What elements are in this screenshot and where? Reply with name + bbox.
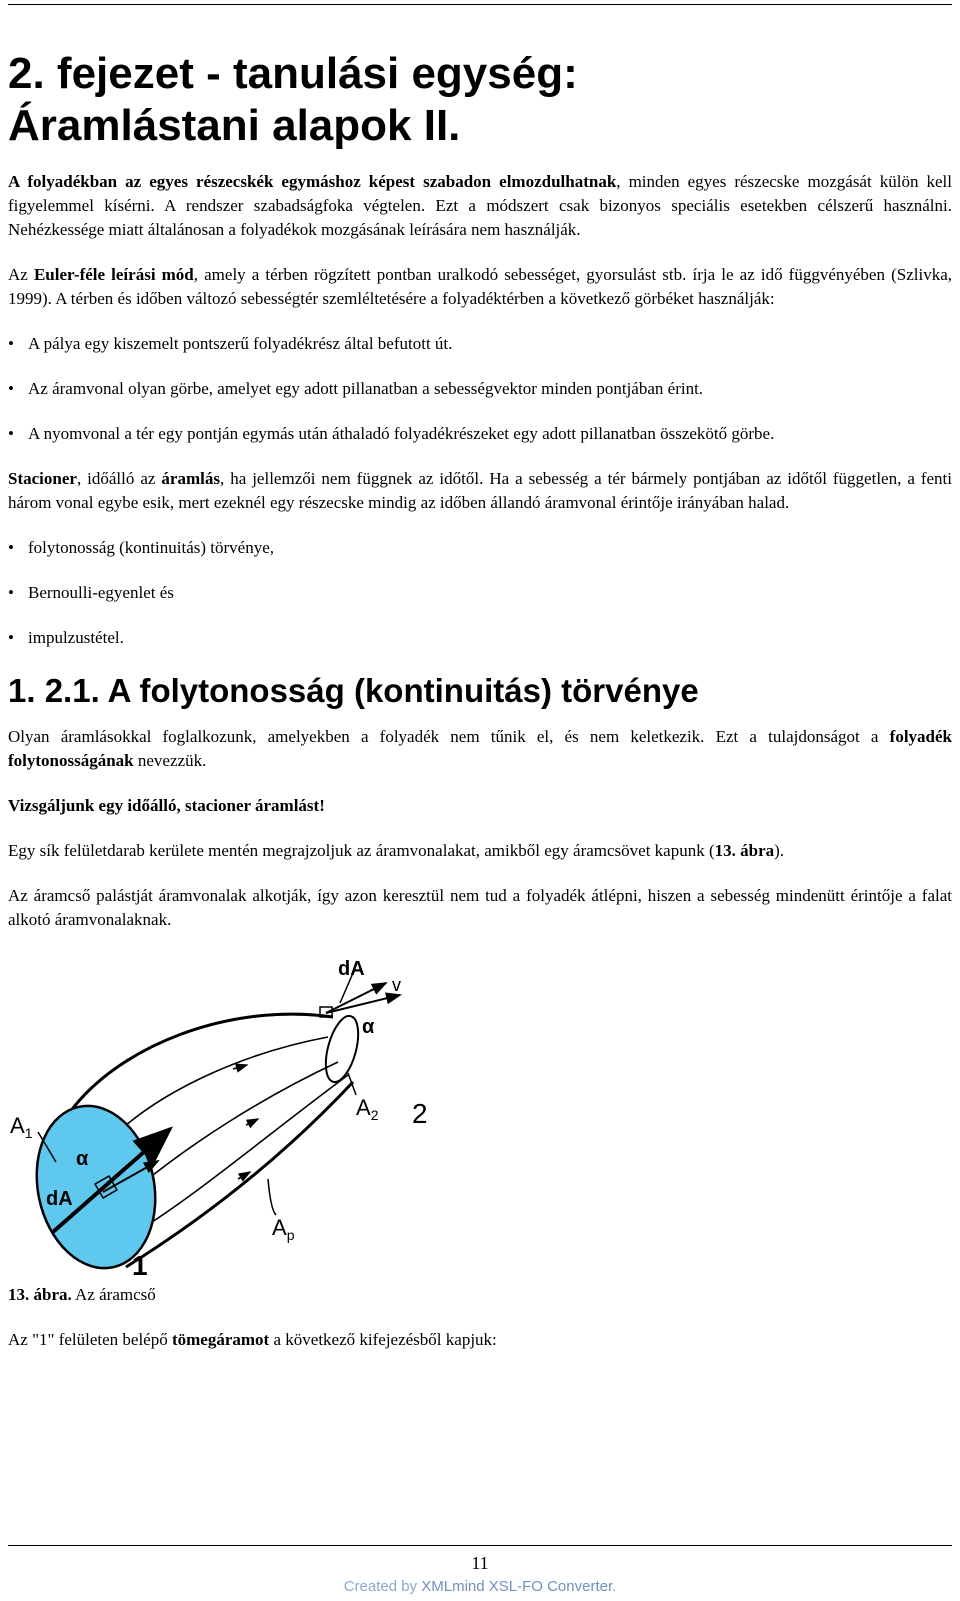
- continuity-pre: Olyan áramlásokkal foglalkozunk, amelyekben a folyadék nem tűnik el, és nem keletkezik. Ezt a tulajdonságot a: [8, 727, 890, 746]
- list-item-text: A pálya egy kiszemelt pontszerű folyadékrész által befutott út.: [28, 334, 453, 353]
- paragraph-euler: [8, 263, 952, 311]
- list-item: [8, 377, 952, 401]
- euler-bold: Euler-féle leírási mód: [33, 265, 194, 284]
- bullet: •: [8, 583, 14, 602]
- list-item: [8, 536, 952, 560]
- streamtube-post: ).: [774, 841, 785, 860]
- streamtube-figure: [8, 947, 468, 1277]
- outlet-surface: [320, 1013, 365, 1086]
- bullet: •: [8, 424, 14, 443]
- list-item-text: Az áramvonal olyan görbe, amelyet egy adott pillanatban a sebességvektor minden pontjában érint.: [28, 379, 704, 398]
- label-dA-left: dA: [46, 1188, 73, 1210]
- paragraph-continuity: [8, 725, 952, 773]
- paragraph-massflow: [8, 1328, 952, 1352]
- label-alpha-left: α: [76, 1148, 89, 1170]
- streamline-arrow: [246, 1119, 258, 1125]
- massflow-pre: Az "1" felületen belépő: [8, 1330, 172, 1349]
- stacioner-bold: Stacioner: [8, 469, 77, 488]
- list-item-text: Bernoulli-egyenlet és: [28, 583, 174, 602]
- section-title: 1. 2.1. A folytonosság (kontinuitás) törvénye: [8, 672, 699, 709]
- footer-rule: [8, 1545, 952, 1546]
- intro-bold: A folyadékban az egyes részecskék egymáshoz képest szabadon elmozdulhatnak: [8, 172, 617, 191]
- paragraph-intro: [8, 170, 952, 242]
- label-v-left: v: [150, 1131, 159, 1151]
- label-dA-top: dA: [338, 958, 365, 980]
- streamline: [118, 1037, 328, 1132]
- credit-line: [0, 1578, 960, 1595]
- label-Ap: $A_p$: [272, 1215, 295, 1243]
- outlet-velocity-arrow: [326, 995, 400, 1013]
- bullet: •: [8, 379, 14, 398]
- streamline: [138, 1062, 338, 1187]
- outlet-normal-arrow: [326, 983, 386, 1013]
- bullet: •: [8, 538, 14, 557]
- streamline-arrow: [233, 1065, 247, 1069]
- list-item: [8, 332, 952, 356]
- list-item: [8, 626, 952, 650]
- label-alpha-top: α: [362, 1016, 375, 1038]
- aramlas-bold: áramlás: [161, 469, 220, 488]
- streamtube-pre: Egy sík felületdarab kerülete mentén megrajzoljuk az áramvonalakat, amikből egy áramcsövet kapunk (: [8, 841, 715, 860]
- tube-lower-wall: [126, 1082, 353, 1267]
- chapter-title: [8, 48, 952, 152]
- curve-list: [8, 332, 952, 446]
- caption-text: Az áramcső: [71, 1285, 156, 1304]
- tube-upper-wall: [70, 1014, 333, 1112]
- streamtube-diagram: [8, 947, 468, 1277]
- page-content: [8, 48, 952, 1373]
- list-item: [8, 581, 952, 605]
- label-A1: $A_1$: [10, 1113, 33, 1141]
- list-item-text: impulzustétel.: [28, 628, 124, 647]
- bullet: •: [8, 334, 14, 353]
- figure-ref: 13. ábra: [714, 841, 775, 860]
- instruction-bold: Vizsgáljunk egy időálló, stacioner áramlást!: [8, 796, 325, 815]
- label-A2: $A_2$: [356, 1095, 379, 1123]
- top-rule: [8, 4, 952, 5]
- credit-pre: Created by: [343, 1578, 422, 1595]
- chapter-title-line1: 2. fejezet - tanulási egység:: [8, 49, 578, 98]
- euler-pre: Az: [8, 265, 34, 284]
- law-list: [8, 536, 952, 650]
- paragraph-instruction: [8, 794, 952, 818]
- intro-text: , minden egyes részecske mozgását külön kell figyelemmel kísérni. A rendszer szabadságfoka végtelen. Ezt a módszert csak bizonyos speciális esetekben célszerű használni. Nehézkessége miatt általánosan a folyadékok mozgásának leírására nem használják.: [8, 172, 952, 239]
- massflow-text: a következő kifejezésből kapjuk:: [269, 1330, 497, 1349]
- paragraph-stacioner: [8, 467, 952, 515]
- caption-number: 13. ábra.: [8, 1285, 72, 1304]
- massflow-bold: tömegáramot: [171, 1330, 270, 1349]
- label-1: 1: [132, 1250, 148, 1277]
- label-v-top: v: [392, 975, 401, 995]
- continuity-text: nevezzük.: [133, 751, 207, 770]
- list-item-text: folytonosság (kontinuitás) törvénye,: [28, 538, 274, 557]
- stacioner-text: , ha jellemzői nem függnek az időtől. Ha a sebesség a tér bármely pontjában az időtől független, a fenti három vonal egybe esik, mert ezeknél egy részecske mindig az időben állandó áramvonal érintője irányában halad.: [8, 469, 952, 512]
- figure-caption: [8, 1283, 952, 1307]
- bullet: •: [8, 628, 14, 647]
- continuity-bold: folyadék folytonosságának: [8, 727, 952, 770]
- euler-text: , amely a térben rögzített pontban uralkodó sebességet, gyorsulást stb. írja le az idő függvényében (Szlivka, 1999). A térben és időben változó sebességtér szemléltetésére a folyadéktérben a következő görbéket használják:: [8, 265, 952, 308]
- page-number: 11: [471, 1553, 489, 1573]
- chapter-title-line2: Áramlástani alapok II.: [8, 101, 461, 150]
- list-item-text: A nyomvonal a tér egy pontján egymás után áthaladó folyadékrészeket egy adott pillanatban összekötő görbe.: [28, 424, 775, 443]
- paragraph-wall: Az áramcső palástját áramvonalak alkotják, így azon keresztül nem tud a folyadék átlépni, hiszen a sebesség mindenütt érintője a falat alkotó áramvonalaknak.: [8, 886, 952, 929]
- Ap-pointer: [268, 1179, 276, 1215]
- list-item: [8, 422, 952, 446]
- stacioner-mid: , időálló az: [76, 469, 162, 488]
- label-2: 2: [412, 1098, 428, 1129]
- credit-link[interactable]: XMLmind XSL-FO Converter: [421, 1578, 613, 1595]
- credit-post: .: [612, 1578, 617, 1595]
- paragraph-streamtube: [8, 839, 952, 863]
